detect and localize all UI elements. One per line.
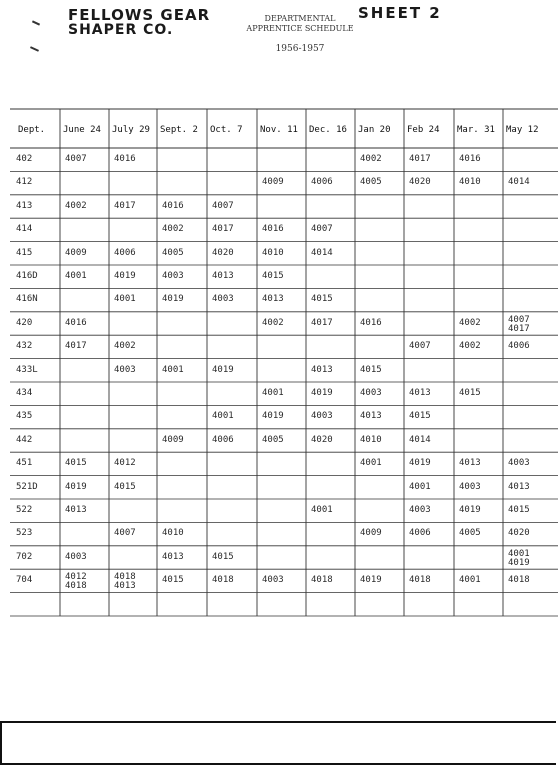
apprentice-number-cell: 4009 <box>360 528 382 539</box>
dept-cell: 435 <box>16 411 33 422</box>
apprentice-number-cell: 4020 <box>508 528 530 539</box>
apprentice-number-cell: 4018 <box>212 575 234 586</box>
dept-cell: 442 <box>16 434 33 445</box>
apprentice-number-cell: 4006 <box>311 177 333 188</box>
schedule-years: 1956-1957 <box>275 44 325 54</box>
apprentice-number-cell: 4015 <box>409 411 431 422</box>
apprentice-number-cell: 4015 <box>360 364 382 375</box>
apprentice-number-cell: 4015 <box>162 575 184 586</box>
apprentice-number-cell: 4009 <box>65 247 87 258</box>
column-header-date: May 12 <box>506 125 539 135</box>
apprentice-number-cell: 4015 <box>311 294 333 305</box>
dept-cell: 521D <box>16 481 38 492</box>
apprentice-number-cell: 4002 <box>65 200 87 211</box>
column-header-date: June 24 <box>63 125 101 135</box>
document-title-line2: APPRENTICE SCHEDULE <box>246 24 354 33</box>
apprentice-number-cell: 4006 <box>114 247 136 258</box>
apprentice-number-cell: 4007 <box>212 200 234 211</box>
apprentice-number-cell: 4002 <box>360 154 382 164</box>
dept-cell: 434 <box>16 388 33 398</box>
apprentice-number-cell: 4001 <box>360 458 382 469</box>
apprentice-number-cell: 4013 <box>162 551 184 562</box>
column-header-dept: Dept. <box>18 125 46 135</box>
column-header-date: Jan 20 <box>358 125 391 135</box>
apprentice-number-cell: 4015 <box>508 505 530 515</box>
sheet-number: SHEET 2 <box>358 4 442 22</box>
apprentice-number-cell: 4006 <box>212 434 234 445</box>
apprentice-number-cell: 4018 <box>508 575 530 586</box>
apprentice-number-cell: 4003 <box>65 551 87 562</box>
apprentice-number-cell: 4001 <box>409 481 431 492</box>
apprentice-number-cell: 4020 <box>311 434 333 445</box>
apprentice-number-cell: 4019 <box>114 271 136 281</box>
apprentice-number-cell: 4020 <box>409 177 431 188</box>
apprentice-number-cell: 4017 <box>114 200 136 211</box>
apprentice-number-cell: 4013 <box>212 271 234 281</box>
dept-cell: 522 <box>16 505 33 515</box>
apprentice-number-cell: 4002 <box>162 224 184 235</box>
apprentice-number-cell: 4015 <box>212 551 234 562</box>
column-header-date: Dec. 16 <box>309 125 347 135</box>
apprentice-number-cell: 4007 4017 <box>508 314 530 334</box>
apprentice-number-cell: 4002 <box>262 317 284 328</box>
apprentice-number-cell: 4016 <box>360 317 382 328</box>
apprentice-number-cell: 4003 <box>360 388 382 398</box>
apprentice-number-cell: 4015 <box>65 458 87 469</box>
dept-cell: 402 <box>16 154 33 164</box>
apprentice-number-cell: 4006 <box>409 528 431 539</box>
column-header-date: July 29 <box>112 125 150 135</box>
apprentice-number-cell: 4017 <box>409 154 431 164</box>
apprentice-number-cell: 4019 <box>65 481 87 492</box>
apprentice-number-cell: 4016 <box>459 154 481 164</box>
column-header-date: Mar. 31 <box>457 125 495 135</box>
apprentice-number-cell: 4001 <box>262 388 284 398</box>
footer-box <box>0 721 556 765</box>
dept-cell: 415 <box>16 247 33 258</box>
apprentice-number-cell: 4007 <box>114 528 136 539</box>
apprentice-number-cell: 4016 <box>162 200 184 211</box>
dept-cell: 413 <box>16 200 33 211</box>
apprentice-number-cell: 4010 <box>262 247 284 258</box>
company-name-line1: FELLOWS GEAR <box>68 6 211 24</box>
apprentice-number-cell: 4010 <box>162 528 184 539</box>
apprentice-number-cell: 4005 <box>360 177 382 188</box>
document-title-line1: DEPARTMENTAL <box>264 14 336 23</box>
apprentice-number-cell: 4016 <box>65 317 87 328</box>
apprentice-number-cell: 4019 <box>360 575 382 586</box>
apprentice-number-cell: 4017 <box>311 317 333 328</box>
apprentice-number-cell: 4015 <box>459 388 481 398</box>
apprentice-number-cell: 4001 <box>311 505 333 515</box>
apprentice-number-cell: 4001 <box>162 364 184 375</box>
apprentice-number-cell: 4016 <box>114 154 136 164</box>
apprentice-number-cell: 4013 <box>459 458 481 469</box>
apprentice-number-cell: 4014 <box>508 177 530 188</box>
apprentice-number-cell: 4005 <box>262 434 284 445</box>
apprentice-number-cell: 4013 <box>311 364 333 375</box>
apprentice-number-cell: 4006 <box>508 341 530 352</box>
apprentice-number-cell: 4012 <box>114 458 136 469</box>
apprentice-number-cell: 4018 <box>311 575 333 586</box>
apprentice-number-cell: 4002 <box>459 341 481 352</box>
dept-cell: 412 <box>16 177 33 188</box>
apprentice-number-cell: 4003 <box>162 271 184 281</box>
apprentice-number-cell: 4009 <box>162 434 184 445</box>
apprentice-number-cell: 4019 <box>212 364 234 375</box>
apprentice-number-cell: 4003 <box>262 575 284 586</box>
apprentice-number-cell: 4003 <box>114 364 136 375</box>
apprentice-number-cell: 4013 <box>65 505 87 515</box>
apprentice-number-cell: 4010 <box>360 434 382 445</box>
dept-cell: 416N <box>16 294 38 305</box>
apprentice-number-cell: 4014 <box>409 434 431 445</box>
apprentice-number-cell: 4017 <box>65 341 87 352</box>
apprentice-number-cell: 4018 <box>409 575 431 586</box>
apprentice-number-cell: 4015 <box>262 271 284 281</box>
apprentice-number-cell: 4001 <box>212 411 234 422</box>
apprentice-number-cell: 4010 <box>459 177 481 188</box>
apprentice-number-cell: 4018 4013 <box>114 572 136 592</box>
apprentice-number-cell: 4019 <box>262 411 284 422</box>
apprentice-number-cell: 4013 <box>262 294 284 305</box>
apprentice-number-cell: 4019 <box>162 294 184 305</box>
apprentice-number-cell: 4002 <box>114 341 136 352</box>
dept-cell: 523 <box>16 528 33 539</box>
column-header-date: Sept. 2 <box>160 125 198 135</box>
apprentice-number-cell: 4016 <box>262 224 284 235</box>
apprentice-number-cell: 4001 <box>114 294 136 305</box>
dept-cell: 433L <box>16 364 38 375</box>
apprentice-number-cell: 4009 <box>262 177 284 188</box>
apprentice-number-cell: 4001 4019 <box>508 548 530 568</box>
column-header-date: Oct. 7 <box>210 125 243 135</box>
apprentice-number-cell: 4020 <box>212 247 234 258</box>
column-header-date: Nov. 11 <box>260 125 298 135</box>
dept-cell: 414 <box>16 224 33 235</box>
apprentice-number-cell: 4007 <box>409 341 431 352</box>
dept-cell: 416D <box>16 271 38 281</box>
apprentice-number-cell: 4012 4018 <box>65 572 87 592</box>
dept-cell: 420 <box>16 317 33 328</box>
dept-cell: 432 <box>16 341 33 352</box>
dept-cell: 704 <box>16 575 33 586</box>
apprentice-number-cell: 4019 <box>459 505 481 515</box>
apprentice-number-cell: 4013 <box>409 388 431 398</box>
column-header-date: Feb 24 <box>407 125 440 135</box>
company-name-line2: SHAPER CO. <box>68 22 174 38</box>
apprentice-number-cell: 4005 <box>162 247 184 258</box>
apprentice-number-cell: 4003 <box>311 411 333 422</box>
apprentice-number-cell: 4014 <box>311 247 333 258</box>
apprentice-number-cell: 4001 <box>459 575 481 586</box>
apprentice-number-cell: 4017 <box>212 224 234 235</box>
apprentice-number-cell: 4003 <box>212 294 234 305</box>
dept-cell: 702 <box>16 551 33 562</box>
apprentice-number-cell: 4001 <box>65 271 87 281</box>
apprentice-number-cell: 4007 <box>311 224 333 235</box>
apprentice-number-cell: 4003 <box>508 458 530 469</box>
apprentice-number-cell: 4015 <box>114 481 136 492</box>
apprentice-number-cell: 4019 <box>311 388 333 398</box>
apprentice-number-cell: 4005 <box>459 528 481 539</box>
apprentice-number-cell: 4003 <box>459 481 481 492</box>
apprentice-number-cell: 4013 <box>508 481 530 492</box>
apprentice-number-cell: 4003 <box>409 505 431 515</box>
apprentice-number-cell: 4019 <box>409 458 431 469</box>
apprentice-number-cell: 4007 <box>65 154 87 164</box>
apprentice-number-cell: 4013 <box>360 411 382 422</box>
dept-cell: 451 <box>16 458 33 469</box>
apprentice-number-cell: 4002 <box>459 317 481 328</box>
